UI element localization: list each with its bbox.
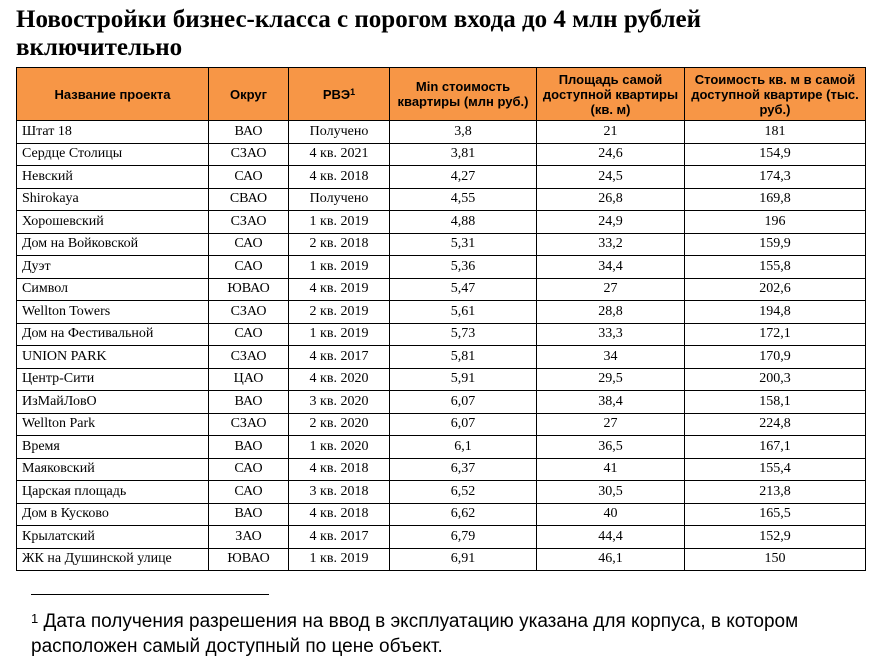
cell-sqm-price: 159,9 (685, 233, 866, 256)
table-row (17, 458, 866, 481)
cell-name: Дом в Кусково (17, 503, 209, 526)
table-header-row (17, 68, 866, 121)
cell-district: САО (209, 256, 289, 279)
cell-district: СЗАО (209, 346, 289, 369)
cell-min-price: 3,8 (390, 121, 537, 144)
cell-area: 34,4 (537, 256, 685, 279)
header-sqm-price: Стоимость кв. м в самой доступной квартире (тыс. руб.) (685, 68, 866, 121)
footnote-separator (31, 594, 269, 595)
cell-sqm-price: 150 (685, 548, 866, 571)
cell-district: САО (209, 233, 289, 256)
cell-district: СЗАО (209, 143, 289, 166)
cell-rve: 1 кв. 2019 (289, 256, 390, 279)
cell-name: Дом на Войковской (17, 233, 209, 256)
table-row (17, 346, 866, 369)
cell-min-price: 6,91 (390, 548, 537, 571)
table-row (17, 503, 866, 526)
header-name: Название проекта (17, 68, 209, 121)
cell-rve: 4 кв. 2017 (289, 346, 390, 369)
cell-rve: Получено (289, 188, 390, 211)
cell-min-price: 4,55 (390, 188, 537, 211)
header-rve-footnote-marker: 1 (350, 86, 356, 97)
cell-area: 40 (537, 503, 685, 526)
cell-sqm-price: 194,8 (685, 301, 866, 324)
cell-rve: 1 кв. 2020 (289, 436, 390, 459)
cell-area: 26,8 (537, 188, 685, 211)
footnote (31, 609, 831, 659)
cell-sqm-price: 154,9 (685, 143, 866, 166)
cell-rve: 4 кв. 2018 (289, 166, 390, 189)
table-row (17, 143, 866, 166)
table-row (17, 436, 866, 459)
cell-district: ВАО (209, 436, 289, 459)
cell-rve: 2 кв. 2020 (289, 413, 390, 436)
header-rve (289, 68, 390, 121)
cell-name: Крылатский (17, 526, 209, 549)
cell-sqm-price: 155,8 (685, 256, 866, 279)
cell-name: Wellton Towers (17, 301, 209, 324)
cell-district: СЗАО (209, 211, 289, 234)
cell-name: ЖК на Душинской улице (17, 548, 209, 571)
projects-table (16, 67, 866, 571)
cell-min-price: 5,31 (390, 233, 537, 256)
cell-district: САО (209, 481, 289, 504)
cell-name: Хорошевский (17, 211, 209, 234)
table-row (17, 188, 866, 211)
cell-area: 27 (537, 413, 685, 436)
cell-min-price: 4,88 (390, 211, 537, 234)
cell-area: 24,6 (537, 143, 685, 166)
cell-rve: 3 кв. 2020 (289, 391, 390, 414)
cell-name: Дуэт (17, 256, 209, 279)
cell-rve: 1 кв. 2019 (289, 548, 390, 571)
cell-name: Царская площадь (17, 481, 209, 504)
cell-area: 36,5 (537, 436, 685, 459)
cell-rve: 2 кв. 2019 (289, 301, 390, 324)
table-row (17, 323, 866, 346)
cell-sqm-price: 152,9 (685, 526, 866, 549)
cell-area: 33,2 (537, 233, 685, 256)
cell-sqm-price: 174,3 (685, 166, 866, 189)
cell-min-price: 4,27 (390, 166, 537, 189)
cell-name: Маяковский (17, 458, 209, 481)
cell-name: UNION PARK (17, 346, 209, 369)
cell-area: 29,5 (537, 368, 685, 391)
cell-sqm-price: 200,3 (685, 368, 866, 391)
cell-sqm-price: 202,6 (685, 278, 866, 301)
cell-min-price: 6,37 (390, 458, 537, 481)
cell-area: 21 (537, 121, 685, 144)
table-row (17, 391, 866, 414)
header-rve-label: РВЭ (322, 86, 351, 102)
cell-name: Центр-Сити (17, 368, 209, 391)
cell-area: 24,9 (537, 211, 685, 234)
table-row (17, 233, 866, 256)
table-row (17, 278, 866, 301)
cell-name: Сердце Столицы (17, 143, 209, 166)
cell-name: Символ (17, 278, 209, 301)
cell-min-price: 6,07 (390, 413, 537, 436)
table-row (17, 166, 866, 189)
cell-min-price: 6,07 (390, 391, 537, 414)
cell-min-price: 6,62 (390, 503, 537, 526)
cell-sqm-price: 158,1 (685, 391, 866, 414)
cell-name: Невский (17, 166, 209, 189)
table-row (17, 121, 866, 144)
table-row (17, 413, 866, 436)
cell-rve: Получено (289, 121, 390, 144)
cell-area: 41 (537, 458, 685, 481)
table-body (17, 121, 866, 571)
cell-name: Shirokaya (17, 188, 209, 211)
cell-sqm-price: 172,1 (685, 323, 866, 346)
page-title: Новостройки бизнес-класса с порогом входа до 4 млн рублей включительно (16, 6, 701, 61)
cell-min-price: 5,36 (390, 256, 537, 279)
cell-sqm-price: 170,9 (685, 346, 866, 369)
cell-rve: 4 кв. 2018 (289, 458, 390, 481)
cell-name: ИзМайЛовО (17, 391, 209, 414)
table-row (17, 548, 866, 571)
cell-sqm-price: 165,5 (685, 503, 866, 526)
cell-sqm-price: 213,8 (685, 481, 866, 504)
cell-area: 30,5 (537, 481, 685, 504)
cell-area: 28,8 (537, 301, 685, 324)
cell-rve: 4 кв. 2017 (289, 526, 390, 549)
cell-min-price: 5,47 (390, 278, 537, 301)
cell-district: САО (209, 323, 289, 346)
cell-sqm-price: 155,4 (685, 458, 866, 481)
header-area: Площадь самой доступной квартиры (кв. м) (537, 68, 685, 121)
cell-min-price: 5,73 (390, 323, 537, 346)
cell-district: ЦАО (209, 368, 289, 391)
cell-area: 24,5 (537, 166, 685, 189)
table-row (17, 368, 866, 391)
cell-sqm-price: 224,8 (685, 413, 866, 436)
cell-district: ЮВАО (209, 548, 289, 571)
header-district: Округ (209, 68, 289, 121)
cell-sqm-price: 196 (685, 211, 866, 234)
cell-district: СЗАО (209, 413, 289, 436)
cell-rve: 4 кв. 2020 (289, 368, 390, 391)
cell-area: 38,4 (537, 391, 685, 414)
cell-district: ВАО (209, 121, 289, 144)
table-row (17, 211, 866, 234)
cell-rve: 4 кв. 2019 (289, 278, 390, 301)
cell-name: Штат 18 (17, 121, 209, 144)
cell-rve: 3 кв. 2018 (289, 481, 390, 504)
cell-district: ЮВАО (209, 278, 289, 301)
cell-area: 44,4 (537, 526, 685, 549)
cell-area: 33,3 (537, 323, 685, 346)
cell-area: 46,1 (537, 548, 685, 571)
footnote-text: Дата получения разрешения на ввод в эксплуатацию указана для корпуса, в котором расположен самый доступный по цене объект. (31, 611, 799, 657)
cell-district: САО (209, 166, 289, 189)
cell-sqm-price: 167,1 (685, 436, 866, 459)
cell-area: 27 (537, 278, 685, 301)
cell-area: 34 (537, 346, 685, 369)
footnote-marker: 1 (31, 611, 39, 626)
table-row (17, 301, 866, 324)
cell-rve: 1 кв. 2019 (289, 211, 390, 234)
cell-rve: 4 кв. 2018 (289, 503, 390, 526)
cell-district: ЗАО (209, 526, 289, 549)
cell-district: САО (209, 458, 289, 481)
cell-sqm-price: 181 (685, 121, 866, 144)
cell-name: Wellton Park (17, 413, 209, 436)
cell-rve: 1 кв. 2019 (289, 323, 390, 346)
cell-rve: 2 кв. 2018 (289, 233, 390, 256)
table-row (17, 526, 866, 549)
table-row (17, 256, 866, 279)
cell-district: ВАО (209, 503, 289, 526)
cell-rve: 4 кв. 2021 (289, 143, 390, 166)
cell-min-price: 6,79 (390, 526, 537, 549)
cell-min-price: 5,81 (390, 346, 537, 369)
cell-district: ВАО (209, 391, 289, 414)
cell-min-price: 3,81 (390, 143, 537, 166)
cell-district: СЗАО (209, 301, 289, 324)
cell-min-price: 6,1 (390, 436, 537, 459)
cell-name: Время (17, 436, 209, 459)
cell-min-price: 6,52 (390, 481, 537, 504)
cell-sqm-price: 169,8 (685, 188, 866, 211)
cell-district: СВАО (209, 188, 289, 211)
header-min-price: Min стоимость квартиры (млн руб.) (390, 68, 537, 121)
cell-name: Дом на Фестивальной (17, 323, 209, 346)
table-row (17, 481, 866, 504)
cell-min-price: 5,61 (390, 301, 537, 324)
cell-min-price: 5,91 (390, 368, 537, 391)
